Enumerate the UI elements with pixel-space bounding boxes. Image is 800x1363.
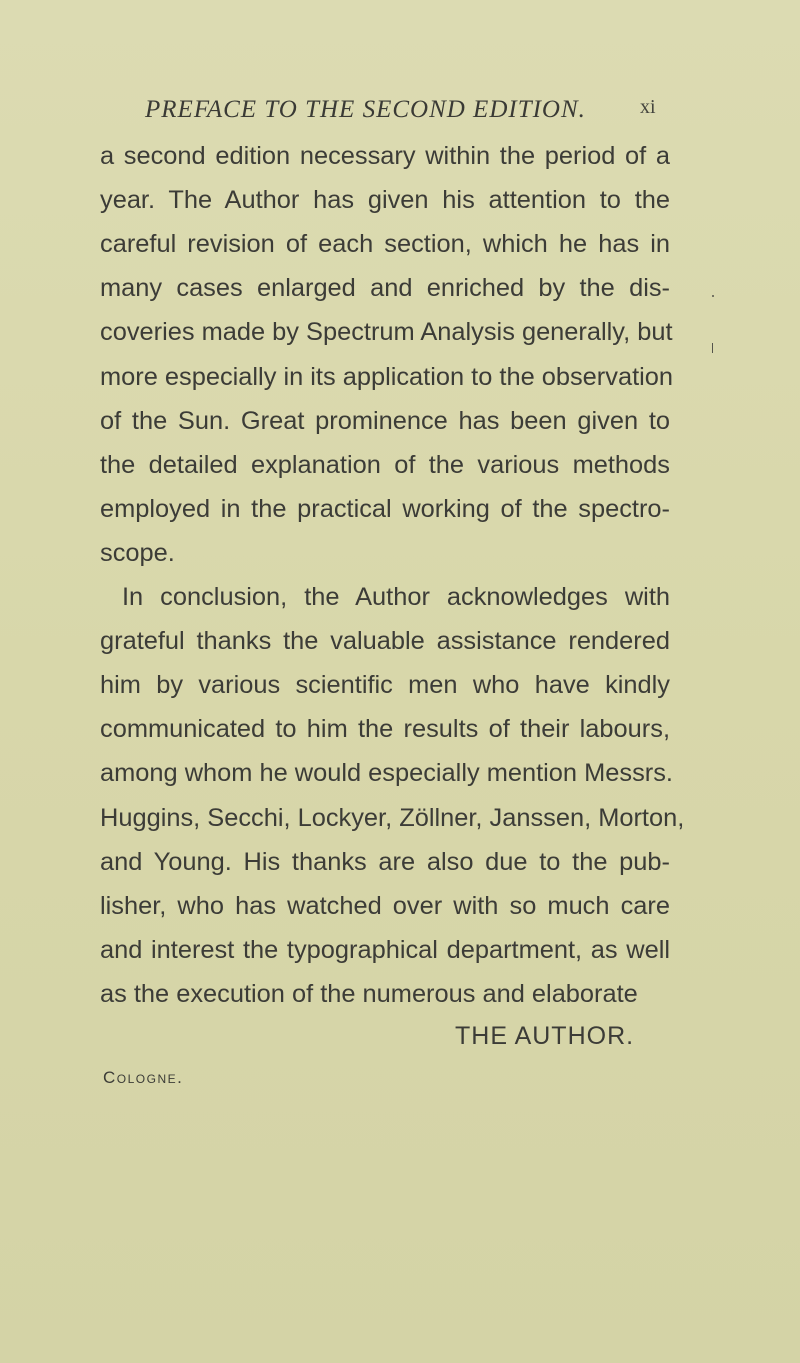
- text-line: communicated to him the results of their labours,: [100, 715, 670, 744]
- paragraph-start: In conclusion, the Author acknowledges with: [122, 583, 670, 611]
- text-line: Huggins, Secchi, Lockyer, Zöllner, Janssen, Morton,: [100, 803, 685, 832]
- text-line: lisher, who has watched over with so much care: [100, 891, 670, 920]
- text-line: grateful thanks the valuable assistance rendered: [100, 627, 670, 656]
- text-line: coveries made by Spectrum Analysis generally, but: [100, 318, 673, 347]
- text-line: and Young. His thanks are also due to the pub-: [100, 847, 670, 876]
- text-line: and interest the typographical department, as well: [100, 935, 670, 964]
- signature: THE AUTHOR.: [455, 1022, 635, 1050]
- text-line: among whom he would especially mention Messrs.: [100, 759, 673, 788]
- text-line: year. The Author has given his attention to the: [100, 186, 670, 215]
- text-line: careful revision of each section, which he has in: [100, 230, 670, 259]
- text-line: as the execution of the numerous and elaborate: [100, 979, 638, 1008]
- paper-speck: [712, 343, 713, 353]
- text-line: of the Sun. Great prominence has been given to: [100, 406, 670, 435]
- text-line: scope.: [100, 538, 175, 567]
- text-line: many cases enlarged and enriched by the dis-: [100, 274, 670, 303]
- text-line: the detailed explanation of the various methods: [100, 450, 670, 479]
- paper-speck: [712, 295, 714, 297]
- page-number: xi: [640, 96, 656, 118]
- running-head: PREFACE TO THE SECOND EDITION.: [145, 96, 586, 123]
- text-line: a second edition necessary within the period of a: [100, 142, 670, 170]
- place-name: Cologne.: [103, 1068, 184, 1087]
- text-line: employed in the practical working of the spectro-: [100, 494, 670, 523]
- text-line: more especially in its application to the observation: [100, 362, 674, 391]
- text-line: him by various scientific men who have kindly: [100, 671, 670, 700]
